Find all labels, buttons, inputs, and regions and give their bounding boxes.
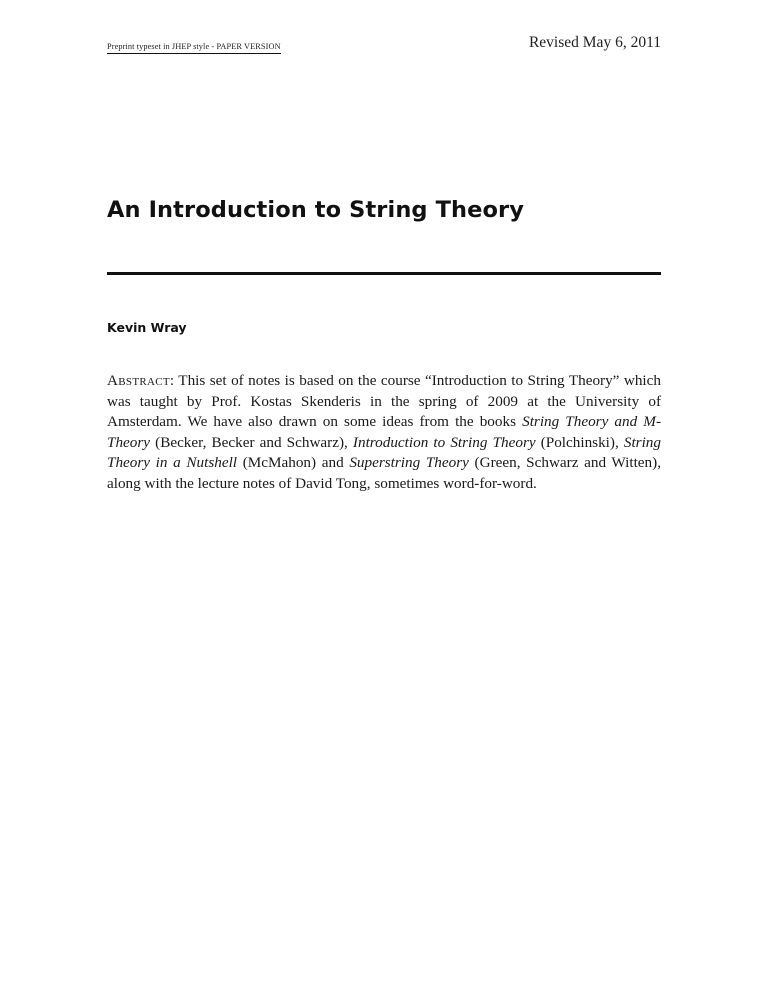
book-title: String Theory and M-Theory — [107, 413, 661, 451]
abstract-label: Abstract — [107, 372, 170, 389]
abstract-paragraph — [107, 371, 661, 494]
title-rule-divider — [107, 272, 661, 275]
preprint-header: Preprint typeset in JHEP style - PAPER VERSION — [107, 42, 281, 54]
abstract-text: This set of notes is based on the course “Introduction to String Theory” which was taught by Prof. Kostas Skenderis in the spring of 2009 at the University of Amsterdam. We have also drawn on some ideas from the books — [107, 372, 661, 430]
book-title: Introduction to String Theory — [352, 433, 536, 451]
paper-title: An Introduction to String Theory — [107, 197, 525, 223]
book-title: Superstring Theory — [349, 454, 469, 471]
revision-date: Revised May 6, 2011 — [528, 34, 661, 51]
book-title: String Theory in a Nutshell — [107, 433, 661, 471]
abstract-text: (Polchinski), — [535, 433, 624, 451]
abstract-text: (Becker, Becker and Schwarz), — [150, 433, 353, 451]
abstract-text: (McMahon) and — [237, 454, 350, 471]
author-name: Kevin Wray — [107, 320, 187, 335]
abstract-label-colon: : — [169, 372, 175, 389]
abstract-text: (Green, Schwarz and Witten), along with the lecture notes of David Tong, sometimes word-for-word. — [107, 454, 661, 492]
